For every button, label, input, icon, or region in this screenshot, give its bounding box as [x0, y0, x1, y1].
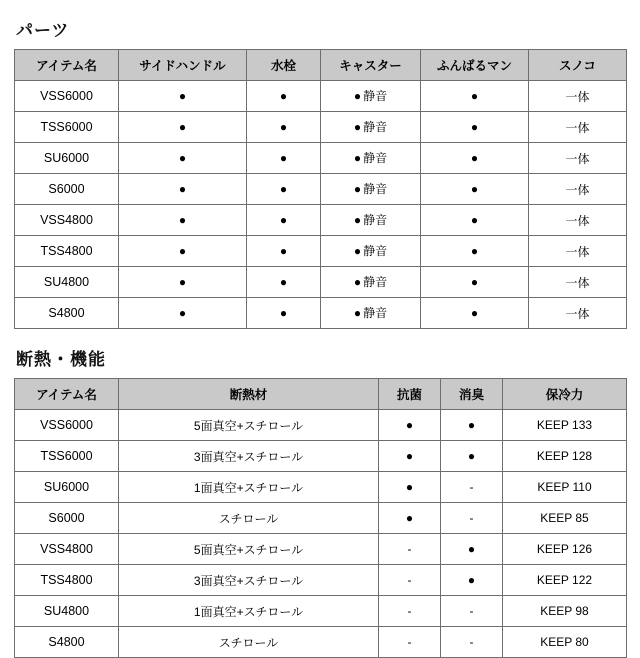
caster-label: 静音	[363, 306, 388, 320]
cell-faucet: ●	[247, 205, 321, 236]
insulation-table-header-row	[15, 379, 627, 410]
cell-caster	[321, 267, 421, 298]
row-item-name: VSS4800	[15, 205, 119, 236]
cell-caster	[321, 81, 421, 112]
cell-antibacterial: ●	[379, 472, 441, 503]
cell-cooling-power: KEEP 98	[503, 596, 627, 627]
row-item-name: SU6000	[15, 143, 119, 174]
cell-cooling-power: KEEP 126	[503, 534, 627, 565]
cell-insulation-material: 3面真空+スチロール	[119, 441, 379, 472]
cell-sunoko: 一体	[529, 174, 627, 205]
column-header-deodorant: 消臭	[441, 379, 503, 410]
table-row	[15, 441, 627, 472]
table-row	[15, 627, 627, 658]
cell-funbaruman: ●	[421, 112, 529, 143]
cell-cooling-power: KEEP 128	[503, 441, 627, 472]
table-row	[15, 503, 627, 534]
cell-sunoko: 一体	[529, 236, 627, 267]
column-header-item-name: アイテム名	[15, 379, 119, 410]
table-row	[15, 472, 627, 503]
caster-dot: ●	[353, 151, 362, 165]
cell-faucet: ●	[247, 81, 321, 112]
cell-antibacterial: -	[379, 596, 441, 627]
table-row	[15, 534, 627, 565]
row-item-name: S6000	[15, 503, 119, 534]
cell-faucet: ●	[247, 174, 321, 205]
caster-label: 静音	[363, 244, 388, 258]
cell-funbaruman: ●	[421, 236, 529, 267]
column-header-item-name: アイテム名	[15, 50, 119, 81]
cell-faucet: ●	[247, 298, 321, 329]
parts-section-title: パーツ	[16, 21, 70, 40]
column-header-cooling-power: 保冷力	[503, 379, 627, 410]
cell-side-handle: ●	[119, 112, 247, 143]
cell-sunoko: 一体	[529, 205, 627, 236]
cell-funbaruman: ●	[421, 174, 529, 205]
row-item-name: S6000	[15, 174, 119, 205]
cell-funbaruman: ●	[421, 143, 529, 174]
cell-side-handle: ●	[119, 205, 247, 236]
cell-funbaruman: ●	[421, 267, 529, 298]
cell-cooling-power: KEEP 85	[503, 503, 627, 534]
insulation-section-title: 断熱・機能	[16, 350, 106, 369]
cell-insulation-material: 1面真空+スチロール	[119, 596, 379, 627]
caster-dot: ●	[353, 182, 362, 196]
table-row	[15, 410, 627, 441]
row-item-name: TSS4800	[15, 236, 119, 267]
cell-antibacterial: ●	[379, 441, 441, 472]
column-header-sunoko: スノコ	[529, 50, 627, 81]
table-row	[15, 174, 627, 205]
table-row	[15, 596, 627, 627]
cell-sunoko: 一体	[529, 81, 627, 112]
cell-caster	[321, 298, 421, 329]
cell-deodorant: -	[441, 627, 503, 658]
cell-faucet: ●	[247, 143, 321, 174]
cell-faucet: ●	[247, 236, 321, 267]
table-row	[15, 565, 627, 596]
cell-antibacterial: -	[379, 565, 441, 596]
cell-insulation-material: スチロール	[119, 627, 379, 658]
cell-antibacterial: -	[379, 627, 441, 658]
row-item-name: SU6000	[15, 472, 119, 503]
cell-side-handle: ●	[119, 236, 247, 267]
cell-deodorant: ●	[441, 441, 503, 472]
table-row	[15, 267, 627, 298]
row-item-name: VSS6000	[15, 410, 119, 441]
cell-caster	[321, 236, 421, 267]
row-item-name: S4800	[15, 298, 119, 329]
column-header-antibacterial: 抗菌	[379, 379, 441, 410]
cell-side-handle: ●	[119, 143, 247, 174]
cell-insulation-material: 3面真空+スチロール	[119, 565, 379, 596]
cell-insulation-material: 5面真空+スチロール	[119, 410, 379, 441]
caster-dot: ●	[353, 120, 362, 134]
cell-insulation-material: 1面真空+スチロール	[119, 472, 379, 503]
cell-funbaruman: ●	[421, 81, 529, 112]
cell-funbaruman: ●	[421, 205, 529, 236]
cell-deodorant: ●	[441, 534, 503, 565]
cell-deodorant: ●	[441, 410, 503, 441]
parts-table-header-row	[15, 50, 627, 81]
table-row	[15, 112, 627, 143]
column-header-funbaruman: ふんばるマン	[421, 50, 529, 81]
caster-label: 静音	[363, 275, 388, 289]
row-item-name: VSS4800	[15, 534, 119, 565]
cell-faucet: ●	[247, 267, 321, 298]
cell-caster	[321, 174, 421, 205]
row-item-name: S4800	[15, 627, 119, 658]
cell-sunoko: 一体	[529, 267, 627, 298]
caster-dot: ●	[353, 213, 362, 227]
cell-caster	[321, 205, 421, 236]
column-header-faucet: 水栓	[247, 50, 321, 81]
cell-cooling-power: KEEP 133	[503, 410, 627, 441]
cell-antibacterial: -	[379, 534, 441, 565]
cell-side-handle: ●	[119, 267, 247, 298]
table-row	[15, 298, 627, 329]
cell-sunoko: 一体	[529, 112, 627, 143]
cell-deodorant: -	[441, 472, 503, 503]
cell-side-handle: ●	[119, 298, 247, 329]
caster-label: 静音	[363, 182, 388, 196]
cell-antibacterial: ●	[379, 410, 441, 441]
row-item-name: TSS4800	[15, 565, 119, 596]
table-row	[15, 143, 627, 174]
caster-dot: ●	[353, 306, 362, 320]
cell-deodorant: -	[441, 596, 503, 627]
cell-insulation-material: スチロール	[119, 503, 379, 534]
column-header-caster: キャスター	[321, 50, 421, 81]
cell-sunoko: 一体	[529, 298, 627, 329]
cell-deodorant: ●	[441, 565, 503, 596]
table-row	[15, 205, 627, 236]
row-item-name: TSS6000	[15, 441, 119, 472]
table-row	[15, 81, 627, 112]
caster-label: 静音	[363, 120, 388, 134]
caster-dot: ●	[353, 89, 362, 103]
row-item-name: SU4800	[15, 596, 119, 627]
cell-faucet: ●	[247, 112, 321, 143]
caster-label: 静音	[363, 89, 388, 103]
cell-cooling-power: KEEP 122	[503, 565, 627, 596]
cell-caster	[321, 112, 421, 143]
cell-cooling-power: KEEP 80	[503, 627, 627, 658]
parts-table	[14, 49, 627, 329]
cell-side-handle: ●	[119, 81, 247, 112]
column-header-insulation-material: 断熱材	[119, 379, 379, 410]
row-item-name: VSS6000	[15, 81, 119, 112]
row-item-name: TSS6000	[15, 112, 119, 143]
row-item-name: SU4800	[15, 267, 119, 298]
cell-insulation-material: 5面真空+スチロール	[119, 534, 379, 565]
cell-deodorant: -	[441, 503, 503, 534]
cell-funbaruman: ●	[421, 298, 529, 329]
caster-dot: ●	[353, 244, 362, 258]
cell-antibacterial: ●	[379, 503, 441, 534]
caster-label: 静音	[363, 151, 388, 165]
cell-sunoko: 一体	[529, 143, 627, 174]
cell-side-handle: ●	[119, 174, 247, 205]
insulation-table	[14, 378, 627, 658]
cell-caster	[321, 143, 421, 174]
column-header-side-handle: サイドハンドル	[119, 50, 247, 81]
table-row	[15, 236, 627, 267]
cell-cooling-power: KEEP 110	[503, 472, 627, 503]
caster-dot: ●	[353, 275, 362, 289]
caster-label: 静音	[363, 213, 388, 227]
